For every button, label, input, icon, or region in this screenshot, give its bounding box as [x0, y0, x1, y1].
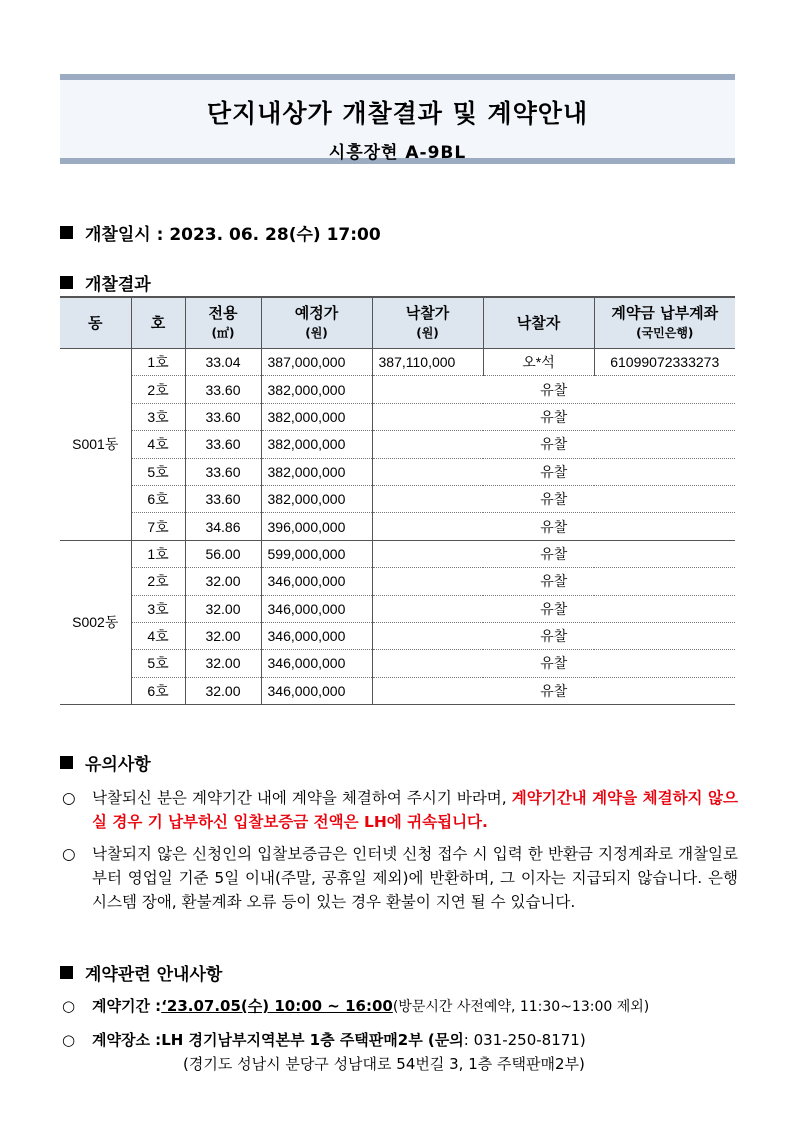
- note-item: [62, 842, 738, 914]
- note-text: 낙찰되신 분은 계약기간 내에 계약을 체결하여 주시기 바라며, 계약기간내 계약을 체결하지 않으실 경우 기 납부하신 입찰보증금 전액은 LH에 귀속됩니다.: [92, 789, 739, 831]
- col-account: 계약금 납부계좌 (국민은행): [594, 297, 735, 349]
- ho-cell: 5호: [131, 650, 185, 677]
- account-cell: 61099072333273: [594, 349, 735, 376]
- price-cell: 382,000,000: [261, 431, 372, 458]
- warning-text: 계약기간내 계약을 체결하지 않으실 경우 기 납부하신 입찰보증금 전액은 LH에 귀속됩니다.: [92, 789, 739, 831]
- area-cell: 33.60: [185, 403, 261, 430]
- square-bullet-icon: [60, 966, 73, 979]
- square-bullet-icon: [60, 226, 73, 239]
- table-row: [60, 650, 735, 677]
- price-cell: 382,000,000: [261, 485, 372, 512]
- place-label: 계약장소 :: [92, 1031, 162, 1049]
- ho-cell: 4호: [131, 431, 185, 458]
- area-cell: 32.00: [185, 595, 261, 622]
- ho-cell: 7호: [131, 513, 185, 540]
- col-dong: 동: [60, 297, 131, 349]
- col-ho: 호: [131, 297, 185, 349]
- ho-cell: 3호: [131, 595, 185, 622]
- results-table: [60, 296, 735, 705]
- status-cell: 유찰: [372, 376, 735, 403]
- status-cell: 유찰: [372, 622, 735, 649]
- price-cell: 346,000,000: [261, 595, 372, 622]
- opening-datetime: 개찰일시 : 2023. 06. 28(수) 17:00: [85, 225, 381, 245]
- col-winner: 낙찰자: [483, 297, 594, 349]
- area-cell: 33.60: [185, 376, 261, 403]
- table-row: [60, 595, 735, 622]
- status-cell: 유찰: [372, 677, 735, 704]
- ho-cell: 1호: [131, 540, 185, 567]
- area-cell: 33.60: [185, 431, 261, 458]
- area-cell: 33.60: [185, 458, 261, 485]
- area-cell: 32.00: [185, 677, 261, 704]
- price-cell: 382,000,000: [261, 376, 372, 403]
- price-cell: 382,000,000: [261, 458, 372, 485]
- note-item: [62, 786, 738, 834]
- table-row: [60, 349, 735, 376]
- table-row: [60, 677, 735, 704]
- col-area: 전용 (㎡): [185, 297, 261, 349]
- results-heading: 개찰결과: [85, 275, 151, 295]
- price-cell: 346,000,000: [261, 568, 372, 595]
- table-row: [60, 568, 735, 595]
- table-row: [60, 431, 735, 458]
- notes-heading: 유의사항: [85, 755, 151, 775]
- table-row: [60, 540, 735, 567]
- ho-cell: 4호: [131, 622, 185, 649]
- place-value: LH 경기남부지역본부 1층 주택판매2부 (문의: [161, 1031, 464, 1049]
- contract-heading: 계약관련 안내사항: [85, 965, 223, 985]
- notes-list: [62, 786, 738, 922]
- note-text: 낙찰되지 않은 신청인의 입찰보증금은 인터넷 신청 접수 시 입력 한 반환금 지정계좌로 개찰일로부터 영업일 기준 5일 이내(주말, 공휴일 제외)에 반환하며, 그 이자는 지급되지 않습니다. 은행시스템 장애, 환불계좌 오류 등이 있는 경우 환불이 지연 될 수 있습니다.: [92, 845, 738, 911]
- table-row: [60, 622, 735, 649]
- period-note: (방문시간 사전예약, 11:30~13:00 제외): [392, 999, 650, 1015]
- place-phone: : 031-250-8171): [463, 1031, 586, 1049]
- col-price: 예정가 (원): [261, 297, 372, 349]
- table-row: [60, 376, 735, 403]
- status-cell: 유찰: [372, 568, 735, 595]
- area-cell: 34.86: [185, 513, 261, 540]
- ho-cell: 6호: [131, 485, 185, 512]
- status-cell: 유찰: [372, 403, 735, 430]
- status-cell: 유찰: [372, 458, 735, 485]
- ho-cell: 5호: [131, 458, 185, 485]
- contract-period-row: [62, 995, 649, 1016]
- status-cell: 유찰: [372, 650, 735, 677]
- results-heading-row: [60, 270, 151, 295]
- area-cell: 32.00: [185, 622, 261, 649]
- status-cell: 유찰: [372, 485, 735, 512]
- area-cell: 56.00: [185, 540, 261, 567]
- title-box: [60, 74, 735, 164]
- area-cell: 33.60: [185, 485, 261, 512]
- circle-bullet-icon: ○: [62, 789, 76, 807]
- table-row: [60, 513, 735, 540]
- area-cell: 33.04: [185, 349, 261, 376]
- period-value: ‘23.07.05(수) 10:00 ~ 16:00: [161, 997, 393, 1015]
- price-cell: 382,000,000: [261, 403, 372, 430]
- contract-address: (경기도 성남시 분당구 성남대로 54번길 3, 1층 주택판매2부): [183, 1055, 585, 1073]
- page-subtitle: 시흥장현 A-9BL: [328, 143, 467, 163]
- area-cell: 32.00: [185, 650, 261, 677]
- price-cell: 387,000,000: [261, 349, 372, 376]
- price-cell: 599,000,000: [261, 540, 372, 567]
- dong-cell: S002동: [60, 540, 131, 704]
- circle-bullet-icon: ○: [62, 997, 76, 1015]
- status-cell: 유찰: [372, 513, 735, 540]
- ho-cell: 6호: [131, 677, 185, 704]
- contract-place-row: [62, 1029, 586, 1050]
- period-label: 계약기간 :: [92, 997, 162, 1015]
- winner-cell: 오*석: [483, 349, 594, 376]
- page-title: 단지내상가 개찰결과 및 계약안내: [206, 99, 589, 128]
- status-cell: 유찰: [372, 431, 735, 458]
- table-row: [60, 403, 735, 430]
- notes-heading-row: [60, 750, 151, 775]
- contract-heading-row: [60, 960, 222, 985]
- table-row: [60, 485, 735, 512]
- price-cell: 346,000,000: [261, 677, 372, 704]
- square-bullet-icon: [60, 276, 73, 289]
- circle-bullet-icon: ○: [62, 1031, 76, 1049]
- status-cell: 유찰: [372, 595, 735, 622]
- ho-cell: 2호: [131, 376, 185, 403]
- price-cell: 346,000,000: [261, 622, 372, 649]
- table-header-row: [60, 297, 735, 349]
- status-cell: 유찰: [372, 540, 735, 567]
- bid-cell: 387,110,000: [372, 349, 483, 376]
- opening-section: [60, 220, 381, 245]
- table-row: [60, 458, 735, 485]
- col-bid: 낙찰가 (원): [372, 297, 483, 349]
- price-cell: 346,000,000: [261, 650, 372, 677]
- ho-cell: 3호: [131, 403, 185, 430]
- dong-cell: S001동: [60, 349, 131, 541]
- area-cell: 32.00: [185, 568, 261, 595]
- ho-cell: 1호: [131, 349, 185, 376]
- square-bullet-icon: [60, 756, 73, 769]
- ho-cell: 2호: [131, 568, 185, 595]
- price-cell: 396,000,000: [261, 513, 372, 540]
- circle-bullet-icon: ○: [62, 845, 76, 863]
